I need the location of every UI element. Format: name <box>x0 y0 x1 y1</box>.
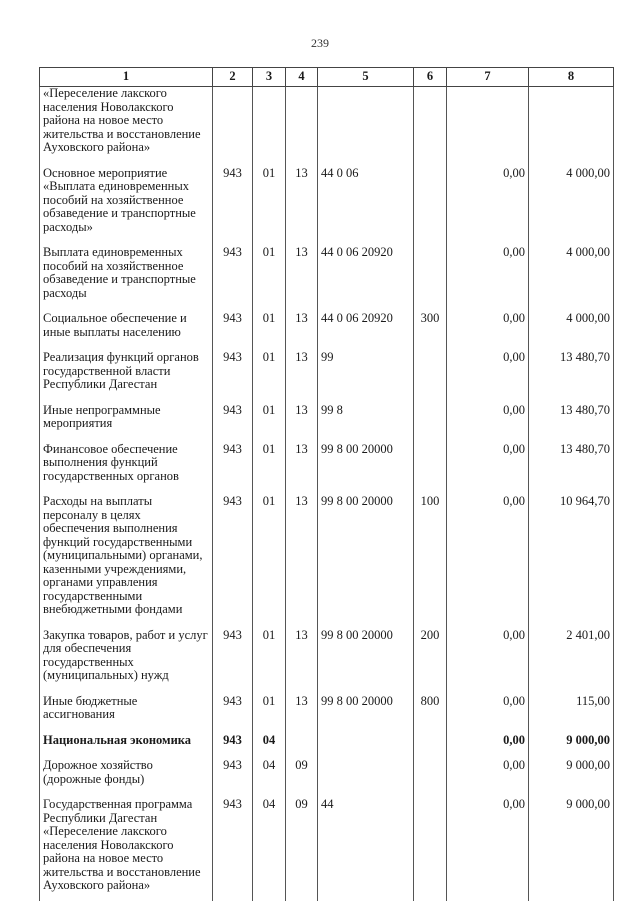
table-row <box>40 404 614 443</box>
row-name-cell: Финансовое обеспечение выполнения функций государственных органов <box>40 443 213 496</box>
amount-col7-cell: 0,00 <box>447 246 529 312</box>
amount-col7-cell: 0,00 <box>447 351 529 404</box>
expense-type-cell: 100 <box>414 495 447 629</box>
row-name-cell: Государственная программа Республики Дагестан «Переселение лакского населения Новолакского района на новое место жительства и восстановление Ауховского района» <box>40 798 213 901</box>
amount-col8-cell: 9 000,00 <box>529 759 614 798</box>
amount-col7-cell <box>447 87 529 167</box>
ministry-code-cell: 943 <box>213 312 253 351</box>
target-article-cell: 44 0 06 <box>318 167 414 247</box>
section-code-cell: 01 <box>253 312 286 351</box>
section-code-cell: 01 <box>253 167 286 247</box>
amount-col7-cell: 0,00 <box>447 495 529 629</box>
expense-type-cell <box>414 246 447 312</box>
expense-type-cell: 200 <box>414 629 447 695</box>
section-code-cell: 01 <box>253 443 286 496</box>
row-name-cell: Основное мероприятие «Выплата единовременных пособий на хозяйственное обзаведение и транспортные расходы» <box>40 167 213 247</box>
section-code-cell: 01 <box>253 695 286 734</box>
section-code-cell: 04 <box>253 734 286 760</box>
target-article-cell: 99 <box>318 351 414 404</box>
subsection-code-cell: 13 <box>286 312 318 351</box>
row-name-cell: Реализация функций органов государственной власти Республики Дагестан <box>40 351 213 404</box>
subsection-code-cell: 13 <box>286 351 318 404</box>
section-code-cell: 01 <box>253 629 286 695</box>
ministry-code-cell: 943 <box>213 404 253 443</box>
section-code-cell: 04 <box>253 759 286 798</box>
target-article-cell: 99 8 00 20000 <box>318 695 414 734</box>
amount-col8-cell: 4 000,00 <box>529 246 614 312</box>
amount-col8-cell: 2 401,00 <box>529 629 614 695</box>
ministry-code-cell: 943 <box>213 695 253 734</box>
table-row <box>40 312 614 351</box>
section-code-cell <box>253 87 286 167</box>
subsection-code-cell: 13 <box>286 404 318 443</box>
amount-col8-cell: 13 480,70 <box>529 443 614 496</box>
table-row <box>40 351 614 404</box>
table-header <box>40 68 614 87</box>
column-header: 2 <box>213 68 253 87</box>
target-article-cell: 99 8 <box>318 404 414 443</box>
subsection-code-cell: 13 <box>286 167 318 247</box>
row-name-cell: Расходы на выплаты персоналу в целях обеспечения выполнения функций государственными (муниципальными) органами, казенными учреждениями, органами управления государственными внебюджетными фондами <box>40 495 213 629</box>
target-article-cell: 99 8 00 20000 <box>318 443 414 496</box>
column-header: 5 <box>318 68 414 87</box>
ministry-code-cell: 943 <box>213 734 253 760</box>
table-row <box>40 798 614 901</box>
section-code-cell: 01 <box>253 246 286 312</box>
expense-type-cell <box>414 798 447 901</box>
target-article-cell: 44 0 06 20920 <box>318 312 414 351</box>
amount-col7-cell: 0,00 <box>447 443 529 496</box>
expense-type-cell <box>414 87 447 167</box>
row-name-cell: «Переселение лакского населения Новолакского района на новое место жительства и восстановление Ауховского района» <box>40 87 213 167</box>
subsection-code-cell: 13 <box>286 246 318 312</box>
table-row <box>40 495 614 629</box>
section-code-cell: 01 <box>253 495 286 629</box>
page-number: 239 <box>311 36 329 50</box>
amount-col8-cell: 9 000,00 <box>529 734 614 760</box>
subsection-code-cell: 13 <box>286 695 318 734</box>
column-header: 7 <box>447 68 529 87</box>
expense-type-cell <box>414 404 447 443</box>
amount-col7-cell: 0,00 <box>447 759 529 798</box>
column-header: 1 <box>40 68 213 87</box>
column-header: 8 <box>529 68 614 87</box>
expense-type-cell <box>414 167 447 247</box>
expense-type-cell <box>414 734 447 760</box>
expense-type-cell <box>414 443 447 496</box>
expense-type-cell <box>414 759 447 798</box>
column-header: 6 <box>414 68 447 87</box>
row-name-cell: Закупка товаров, работ и услуг для обеспечения государственных (муниципальных) нужд <box>40 629 213 695</box>
table-header-row <box>40 68 614 87</box>
table-body <box>40 87 614 901</box>
ministry-code-cell: 943 <box>213 443 253 496</box>
row-name-cell: Выплата единовременных пособий на хозяйственное обзаведение и транспортные расходы <box>40 246 213 312</box>
amount-col7-cell: 0,00 <box>447 404 529 443</box>
subsection-code-cell <box>286 87 318 167</box>
amount-col7-cell: 0,00 <box>447 167 529 247</box>
target-article-cell <box>318 734 414 760</box>
ministry-code-cell: 943 <box>213 351 253 404</box>
target-article-cell: 44 0 06 20920 <box>318 246 414 312</box>
ministry-code-cell: 943 <box>213 798 253 901</box>
section-code-cell: 01 <box>253 404 286 443</box>
amount-col7-cell: 0,00 <box>447 312 529 351</box>
ministry-code-cell: 943 <box>213 246 253 312</box>
ministry-code-cell: 943 <box>213 495 253 629</box>
row-name-cell: Социальное обеспечение и иные выплаты населению <box>40 312 213 351</box>
column-header: 4 <box>286 68 318 87</box>
target-article-cell: 44 <box>318 798 414 901</box>
subsection-code-cell: 13 <box>286 443 318 496</box>
budget-table <box>39 67 614 901</box>
expense-type-cell <box>414 351 447 404</box>
ministry-code-cell <box>213 87 253 167</box>
amount-col8-cell <box>529 87 614 167</box>
section-code-cell: 04 <box>253 798 286 901</box>
table-row <box>40 629 614 695</box>
amount-col8-cell: 13 480,70 <box>529 404 614 443</box>
column-header: 3 <box>253 68 286 87</box>
amount-col7-cell: 0,00 <box>447 734 529 760</box>
table-row <box>40 167 614 247</box>
section-code-cell: 01 <box>253 351 286 404</box>
amount-col8-cell: 10 964,70 <box>529 495 614 629</box>
amount-col7-cell: 0,00 <box>447 798 529 901</box>
amount-col7-cell: 0,00 <box>447 629 529 695</box>
target-article-cell: 99 8 00 20000 <box>318 629 414 695</box>
row-name-cell: Иные бюджетные ассигнования <box>40 695 213 734</box>
amount-col8-cell: 9 000,00 <box>529 798 614 901</box>
ministry-code-cell: 943 <box>213 759 253 798</box>
amount-col8-cell: 4 000,00 <box>529 167 614 247</box>
row-name-cell: Дорожное хозяйство (дорожные фонды) <box>40 759 213 798</box>
expense-type-cell: 800 <box>414 695 447 734</box>
subsection-code-cell: 13 <box>286 629 318 695</box>
row-name-cell: Национальная экономика <box>40 734 213 760</box>
ministry-code-cell: 943 <box>213 167 253 247</box>
ministry-code-cell: 943 <box>213 629 253 695</box>
row-name-cell: Иные непрограммные мероприятия <box>40 404 213 443</box>
amount-col8-cell: 4 000,00 <box>529 312 614 351</box>
amount-col8-cell: 115,00 <box>529 695 614 734</box>
table-row <box>40 759 614 798</box>
table-row <box>40 734 614 760</box>
target-article-cell <box>318 87 414 167</box>
table-row <box>40 443 614 496</box>
subsection-code-cell: 09 <box>286 798 318 901</box>
table-row <box>40 87 614 167</box>
expense-type-cell: 300 <box>414 312 447 351</box>
target-article-cell <box>318 759 414 798</box>
subsection-code-cell: 13 <box>286 495 318 629</box>
subsection-code-cell: 09 <box>286 759 318 798</box>
amount-col7-cell: 0,00 <box>447 695 529 734</box>
table-row <box>40 695 614 734</box>
target-article-cell: 99 8 00 20000 <box>318 495 414 629</box>
amount-col8-cell: 13 480,70 <box>529 351 614 404</box>
subsection-code-cell <box>286 734 318 760</box>
table-row <box>40 246 614 312</box>
